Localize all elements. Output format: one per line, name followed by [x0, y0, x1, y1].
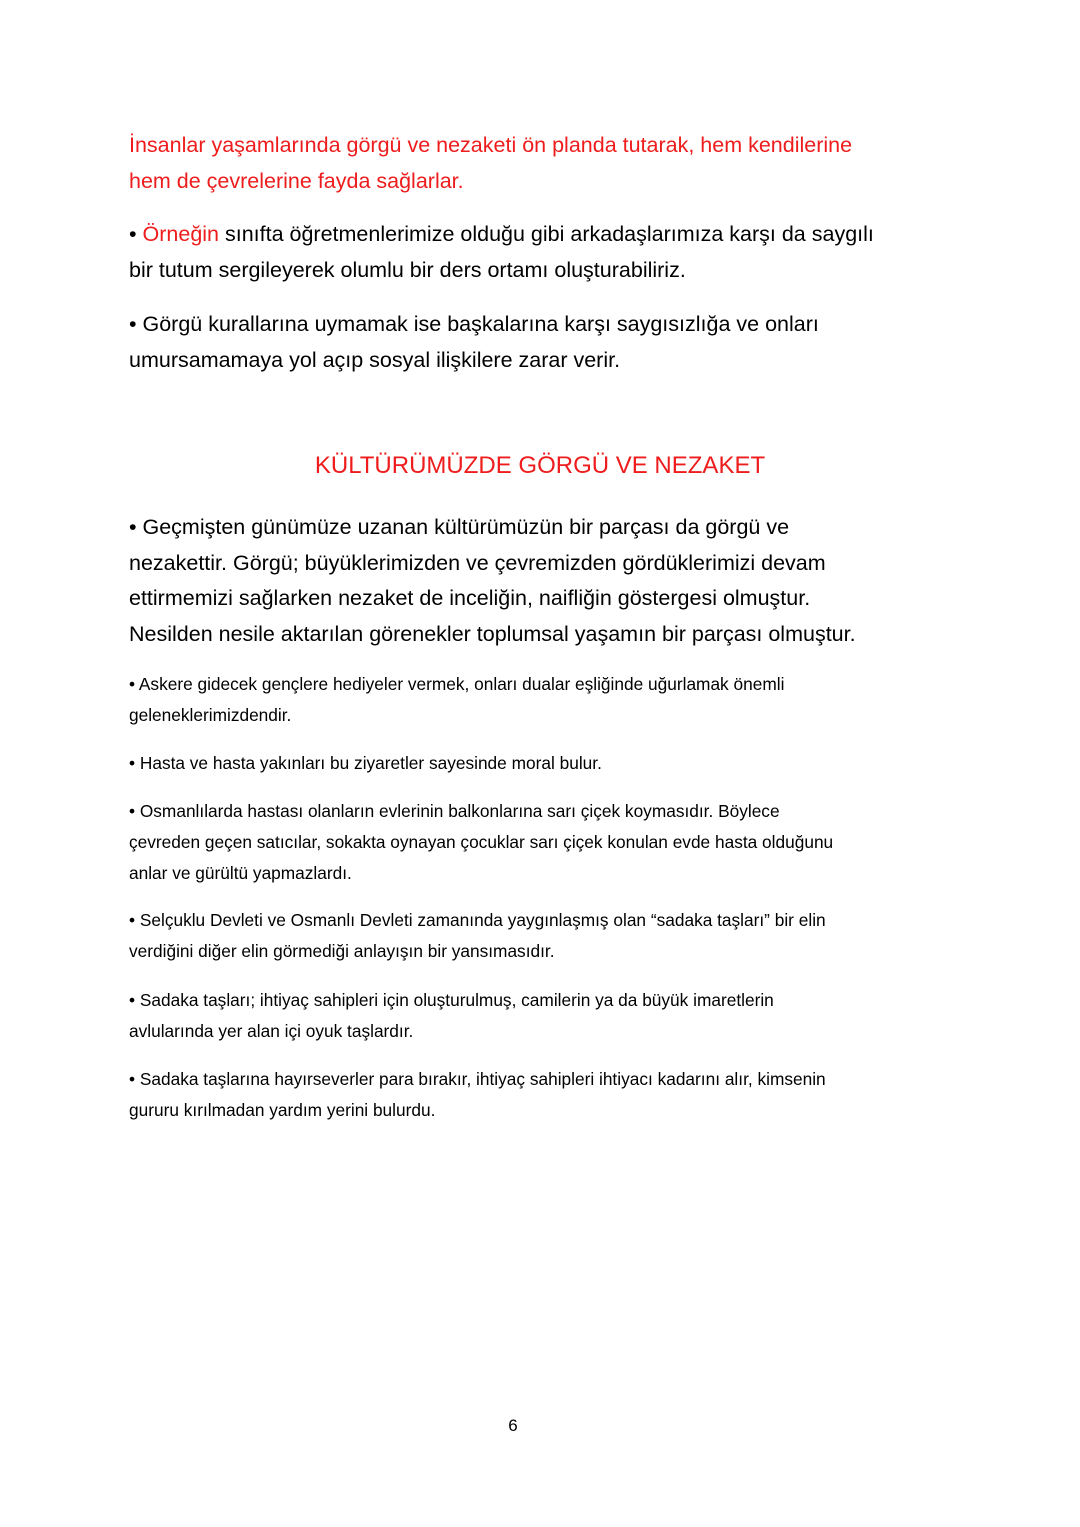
page-number: 6 — [508, 1416, 518, 1435]
bullet-item — [129, 985, 774, 1047]
example-highlight: Örneğin — [142, 222, 220, 246]
bullet: • — [129, 222, 143, 246]
bullet-item — [129, 748, 602, 779]
text-line: verdiğini diğer elin görmediği anlayışın bir yansımasıdır. — [129, 941, 555, 961]
bullet-item — [129, 796, 833, 889]
text-line: • Geçmişten günümüze uzanan kültürümüzün bir parçası da görgü ve — [129, 515, 790, 539]
text-line: geleneklerimizdendir. — [129, 705, 292, 725]
text-line: sınıfta öğretmenlerimize olduğu gibi arkadaşlarımıza karşı da saygılı — [219, 222, 874, 246]
bullet-item — [129, 905, 826, 967]
bullet-item — [129, 669, 784, 731]
text-line: • Sadaka taşları; ihtiyaç sahipleri için oluşturulmuş, camilerin ya da büyük imaretlerin — [129, 990, 774, 1010]
intro-paragraph — [129, 127, 852, 199]
example-paragraph — [129, 216, 874, 288]
text-line: anlar ve gürültü yapmazlardı. — [129, 863, 352, 883]
text-line: • Selçuklu Devleti ve Osmanlı Devleti zamanında yaygınlaşmış olan “sadaka taşları” bir elin — [129, 910, 826, 930]
text-line: umursamamaya yol açıp sosyal ilişkilere zarar verir. — [129, 348, 621, 372]
text-line: ettirmemizi sağlarken nezaket de inceliğin, naifliğin göstergesi olmuştur. — [129, 586, 811, 610]
text-line: İnsanlar yaşamlarında görgü ve nezaketi ön planda tutarak, hem kendilerine — [129, 133, 853, 157]
text-line: • Sadaka taşlarına hayırseverler para bırakır, ihtiyaç sahipleri ihtiyacı kadarını alır, kimsenin — [129, 1069, 826, 1089]
text-line: bir tutum sergileyerek olumlu bir ders ortamı oluşturabiliriz. — [129, 258, 686, 282]
text-line: • Osmanlılarda hastası olanların evlerinin balkonlarına sarı çiçek koymasıdır. Böylece — [129, 801, 780, 821]
text-line: hem de çevrelerine fayda sağlarlar. — [129, 169, 464, 193]
text-line: • Görgü kurallarına uymamak ise başkalarına karşı saygısızlığa ve onları — [129, 312, 819, 336]
bullet-item — [129, 1064, 826, 1126]
text-line: gururu kırılmadan yardım yerini bulurdu. — [129, 1100, 436, 1120]
text-line: nezakettir. Görgü; büyüklerimizden ve çevremizden gördüklerimizi devam — [129, 550, 826, 575]
text-line: • Askere gidecek gençlere hediyeler vermek, onları dualar eşliğinde uğurlamak önemli — [129, 674, 785, 694]
text-line: avlularında yer alan içi oyuk taşlardır. — [129, 1021, 414, 1041]
text-line: • Hasta ve hasta yakınları bu ziyaretler sayesinde moral bulur. — [129, 753, 602, 773]
text-line: çevreden geçen satıcılar, sokakta oynayan çocuklar sarı çiçek konulan evde hasta olduğunu — [129, 832, 834, 852]
warning-paragraph — [129, 306, 819, 378]
section-heading: KÜLTÜRÜMÜZDE GÖRGÜ VE NEZAKET — [314, 452, 766, 479]
text-line: Nesilden nesile aktarılan görenekler toplumsal yaşamın bir parçası olmuştur. — [129, 621, 856, 646]
section-intro-paragraph — [129, 509, 856, 651]
